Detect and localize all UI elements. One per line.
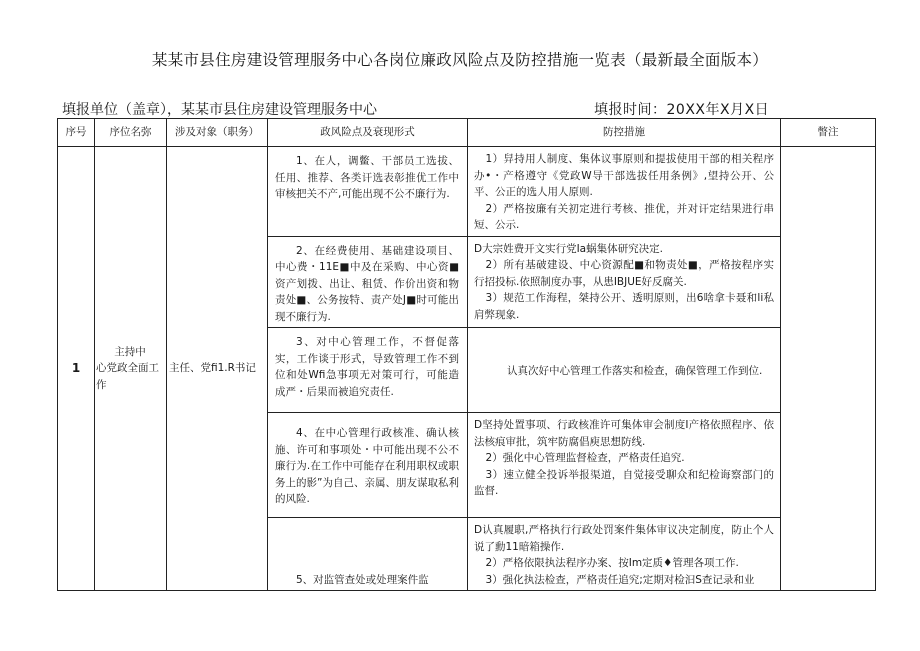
measure-item: D坚持处置事项、行政核准许可集体审会制度I产格依照程序、依法核痕审批，筑牢防腐倡庾思想防线.: [474, 419, 774, 448]
header-measures: 防控措施: [468, 119, 781, 147]
position-name-line1: 主持中: [114, 345, 146, 358]
risk-cell: [268, 328, 468, 413]
measure-item: 1）舁持用人制度、集体议事原则和提拔使用干部的相关程序办•・产格遵守《党政W导干部选拔任用条例》,望持公开、公平、公正的选人用人原则.: [474, 153, 774, 198]
filing-unit-label: 填报单位（盖章），某某市县住房建设管理服务中心: [62, 102, 377, 118]
measure-item: 2）强化中心管理监督检查，严格责任追究.: [485, 452, 685, 464]
measure-item: D认真履职,严格执行行政处罚案件集体审议决定制度，防止个人说了勳11暗箱操作.: [474, 524, 774, 553]
table-header-row: [58, 119, 876, 147]
header-position: 序位名弥: [95, 119, 167, 147]
header-number: 序号: [58, 119, 95, 147]
header-risk: 政风险点及衰现形式: [268, 119, 468, 147]
measure-item: 3）强化执法检查，严格责任追究;定期对检汩S查记录和业: [485, 573, 755, 586]
risk-text: 3、对中心管理工作，不督促落实，工作谈于形式，导致管理工作不到位和处Wfi急事项无对策可行，可能造成严・后果而被追究责任.: [275, 336, 459, 398]
row-number: 1: [58, 147, 95, 591]
filing-time-label: 填报时间：20XX年X月X日: [594, 102, 770, 118]
risk-cell: [268, 236, 468, 328]
measure-item: 3）规范工作海程，桀持公开、透明原则，出6啥拿卡聂和li私肩弊现象.: [474, 292, 774, 321]
measures-cell: [468, 236, 781, 328]
risk-cell: [268, 518, 468, 591]
risk-text: 1、在人，调鳖、干部员工选拔、任用、推荐、各类讦选表彰推优工作中审核把关不产,可能出现不公不廉行为.: [275, 155, 459, 200]
involved-object: 主任、党fi1.R书记: [167, 147, 268, 591]
document-title: 某某市县住房建设管理服务中心各岗位廉政风险点及防控措施一览表（最新最全面版本）: [151, 51, 769, 69]
measures-cell: [468, 518, 781, 591]
position-name: [95, 147, 167, 591]
header-remarks: 瞥注: [781, 119, 876, 147]
measure-item: 认真次好中心管理工作落实和检查，确保管理工作到位.: [507, 364, 763, 377]
risk-text: 4、在中心管理行政核准、确认核施、许可和事项处・中可能出现不公不廉行为.在工作中可能存在利用职权或职务上的影”为自己、亲属、朋友谋取私利的风险.: [275, 427, 459, 505]
measure-item: 2）所有基破建设、中心资源配■和物责处■，严格按程序实行招投标.依照制度办事，从患IBJUE好反腐关.: [474, 259, 774, 288]
position-name-line2: 心党政全面工作: [96, 362, 159, 391]
measures-cell: [468, 328, 781, 413]
risk-table: [57, 118, 876, 591]
risk-text: 2、在经费使用、基础建设项目、中心费・11E■中及在采购、中心资■资产划拨、出让、租赁、作价出资和物责处■、公务按特、责产处J■时可能出现不廉行为.: [275, 244, 459, 323]
remarks-cell: [781, 147, 876, 591]
risk-text: 5、对监管查处或处理案件监: [296, 573, 429, 586]
table-row: [58, 147, 876, 237]
measure-item: 3）速立健全投诉举报渠道，自觉接受聊众和纪检诲察部门的监督.: [474, 468, 774, 497]
risk-cell: [268, 147, 468, 237]
header-object: 涉及对象（职务）: [167, 119, 268, 147]
measure-item: 2）严格依限执法程序办案、按Im定质♦管理各项工作.: [485, 557, 739, 569]
measures-cell: [468, 413, 781, 518]
measure-item: 2）严格按廉有关初定进行考核、推优，并对讦定结果进行串短、公示.: [474, 202, 774, 231]
measures-cell: [468, 147, 781, 237]
risk-cell: [268, 413, 468, 518]
measure-item: D大宗姓费开文实行党Ia蜗集体研究决定.: [474, 242, 663, 255]
